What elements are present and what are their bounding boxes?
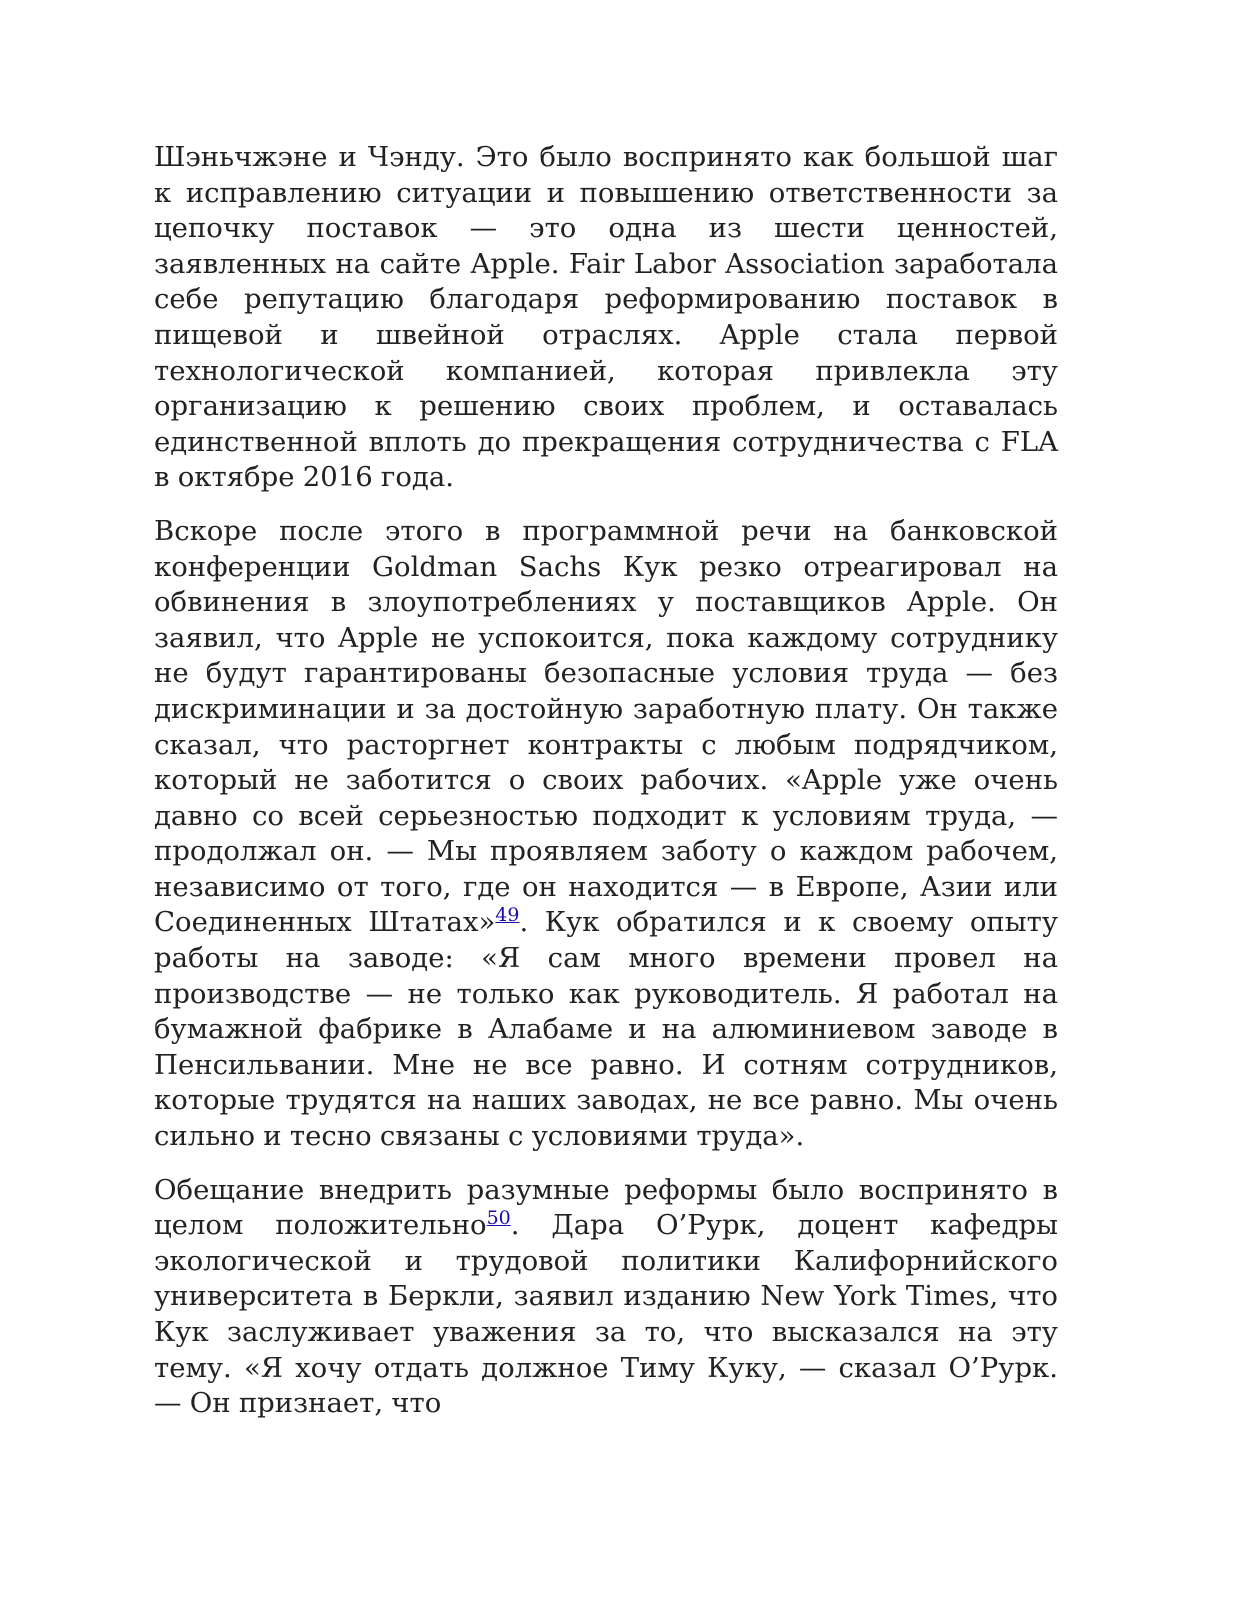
paragraph-3-text-end: . Дара О’Рурк, доцент кафедры экологической и трудовой политики Калифорнийского университета в Беркли, заявил изданию New York Times, что Кук заслуживает уважения за то, что высказался на эту тему. «Я хочу отдать должное Тиму Куку, — сказал О’Рурк. — Он признает, что <box>154 1209 1058 1420</box>
paragraph-1 <box>154 140 1058 496</box>
paragraph-2-text-end: . Кук обратился и к своему опыту работы на заводе: «Я сам много времени провел на производстве — не только как руководитель. Я работал на бумажной фабрике в Алабаме и на алюминиевом заводе в Пенсильвании. Мне не все равно. И сотням сотрудников, которые трудятся на наших заводах, не все равно. Мы очень сильно и тесно связаны с условиями труда». <box>154 906 1059 1153</box>
paragraph-1-text: Шэньчжэне и Чэнду. Это было воспринято как большой шаг к исправлению ситуации и повышению ответственности за цепочку поставок — это одна из шести ценностей, заявленных на сайте Apple. Fair Labor Association заработала себе репутацию благодаря реформированию поставок в пищевой и швейной отраслях. Apple стала первой технологической компанией, которая привлекла эту организацию к решению своих проблем, и оставалась единственной вплоть до прекращения сотрудничества с FLA в октябре 2016 года. <box>154 141 1058 494</box>
paragraph-3-text-start: Обещание внедрить разумные реформы было воспринято в целом положительно <box>154 1173 1058 1242</box>
paragraph-2-text-start: Вскоре после этого в программной речи на банковской конференции Goldman Sachs Кук резко отреагировал на обвинения в злоупотреблениях у поставщиков Apple. Он заявил, что Apple не успокоится, пока каждому сотруднику не будут гарантированы безопасные условия труда — без дискриминации и за достойную заработную плату. Он также сказал, что расторгнет контракты с любым подрядчиком, который не заботится о своих рабочих. «Apple уже очень давно со всей серьезностью подходит к условиям труда, — продолжал он. — Мы проявляем заботу о каждом рабочем, независимо от того, где он находится — в Европе, Азии или Соединенных Штатах» <box>154 514 1058 939</box>
footnote-link-49[interactable]: 49 <box>495 904 520 927</box>
body-text <box>154 140 1058 1440</box>
footnote-link-50[interactable]: 50 <box>486 1207 511 1230</box>
paragraph-3 <box>154 1173 1058 1422</box>
paragraph-2 <box>154 514 1058 1155</box>
